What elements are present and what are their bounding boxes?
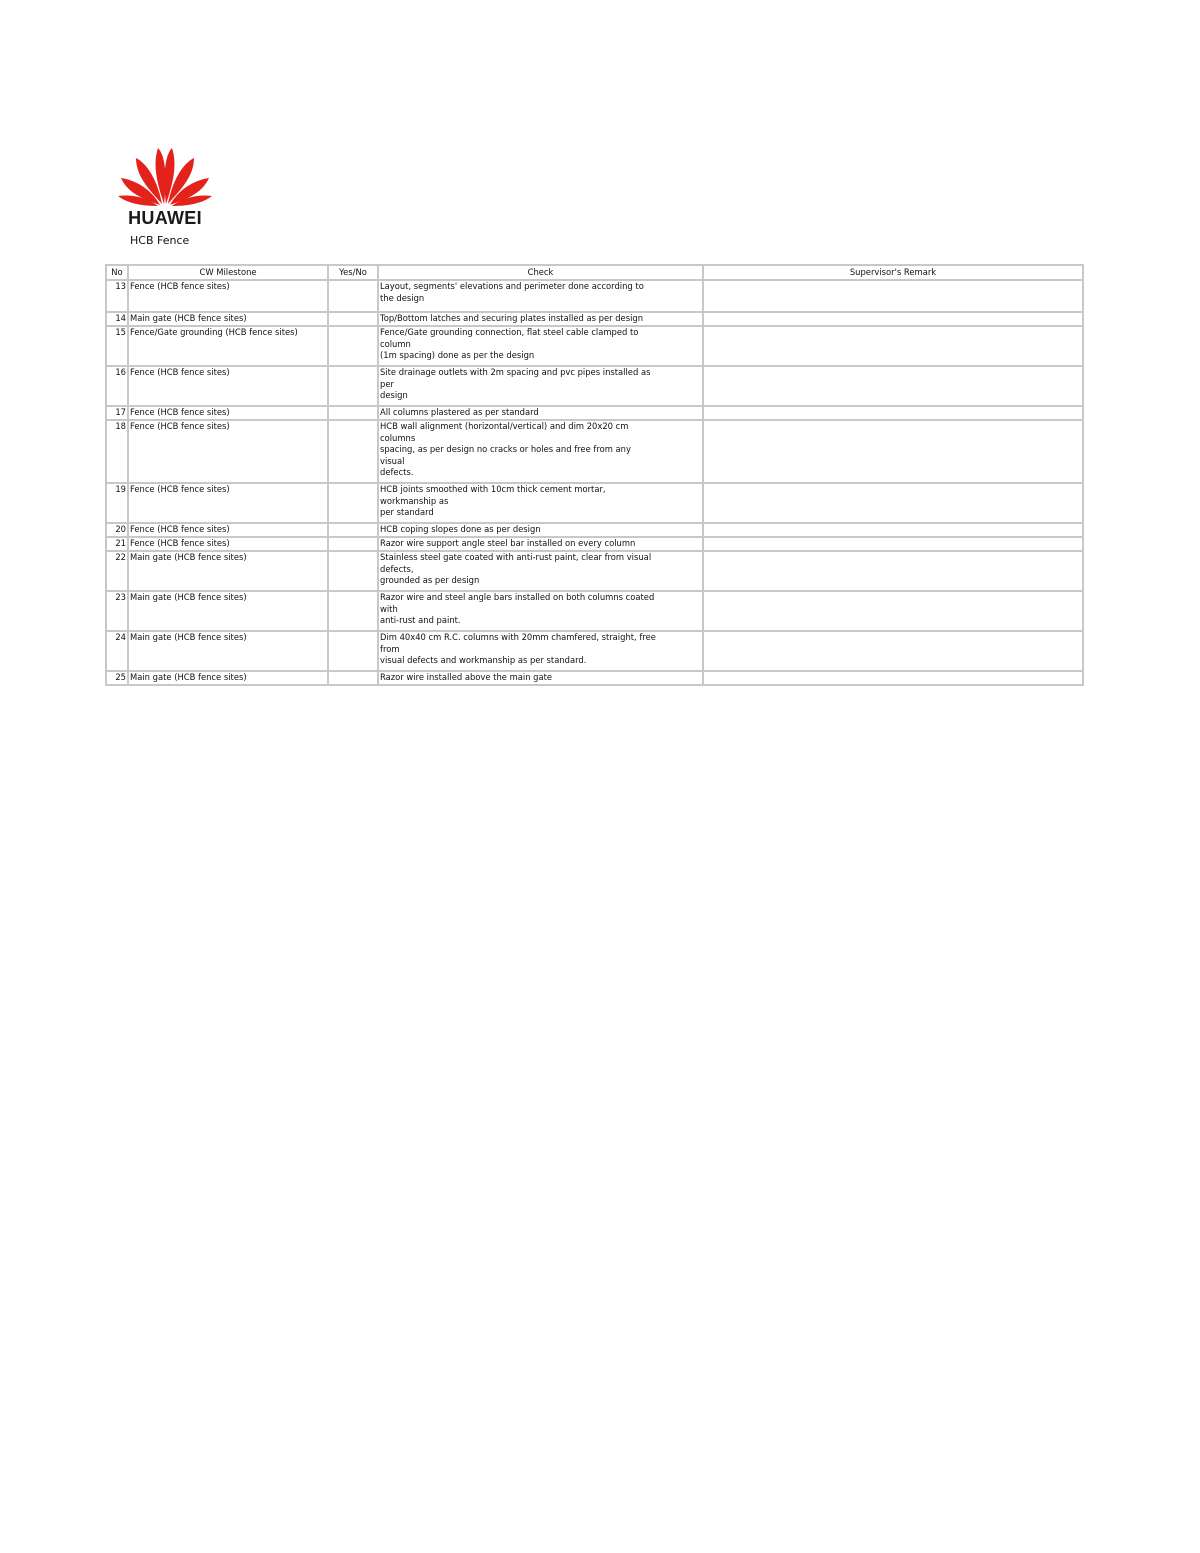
remark-cell[interactable] bbox=[703, 631, 1083, 671]
milestone-cell: Fence (HCB fence sites) bbox=[128, 483, 328, 523]
remark-cell[interactable] bbox=[703, 326, 1083, 366]
header-check: Check bbox=[378, 265, 703, 280]
row-number: 16 bbox=[106, 366, 128, 406]
row-number: 15 bbox=[106, 326, 128, 366]
check-cell: Razor wire installed above the main gate bbox=[378, 671, 703, 685]
header-milestone: CW Milestone bbox=[128, 265, 328, 280]
check-cell: Stainless steel gate coated with anti-rust paint, clear from visual defects, grounded as per design bbox=[378, 551, 703, 591]
huawei-petals-icon bbox=[118, 144, 212, 206]
row-number: 18 bbox=[106, 420, 128, 483]
row-number: 24 bbox=[106, 631, 128, 671]
yes-no-cell[interactable] bbox=[328, 483, 378, 523]
header-remark: Supervisor's Remark bbox=[703, 265, 1083, 280]
check-cell: Razor wire support angle steel bar installed on every column bbox=[378, 537, 703, 551]
yes-no-cell[interactable] bbox=[328, 631, 378, 671]
check-cell: Dim 40x40 cm R.C. columns with 20mm chamfered, straight, free from visual defects and workmanship as per standard. bbox=[378, 631, 703, 671]
row-number: 25 bbox=[106, 671, 128, 685]
milestone-cell: Fence (HCB fence sites) bbox=[128, 523, 328, 537]
check-cell: Razor wire and steel angle bars installed on both columns coated with anti-rust and paint. bbox=[378, 591, 703, 631]
check-cell: All columns plastered as per standard bbox=[378, 406, 703, 420]
row-number: 13 bbox=[106, 280, 128, 312]
remark-cell[interactable] bbox=[703, 420, 1083, 483]
table-row bbox=[106, 483, 1083, 523]
table-row bbox=[106, 523, 1083, 537]
table-row bbox=[106, 537, 1083, 551]
yes-no-cell[interactable] bbox=[328, 523, 378, 537]
remark-cell[interactable] bbox=[703, 312, 1083, 326]
sheet-title: HCB Fence bbox=[130, 234, 190, 247]
table-row bbox=[106, 631, 1083, 671]
yes-no-cell[interactable] bbox=[328, 312, 378, 326]
check-cell: Site drainage outlets with 2m spacing and pvc pipes installed as per design bbox=[378, 366, 703, 406]
remark-cell[interactable] bbox=[703, 406, 1083, 420]
table-row bbox=[106, 551, 1083, 591]
row-number: 17 bbox=[106, 406, 128, 420]
row-number: 14 bbox=[106, 312, 128, 326]
milestone-cell: Fence (HCB fence sites) bbox=[128, 420, 328, 483]
milestone-cell: Fence (HCB fence sites) bbox=[128, 280, 328, 312]
milestone-cell: Main gate (HCB fence sites) bbox=[128, 631, 328, 671]
remark-cell[interactable] bbox=[703, 280, 1083, 312]
table-row bbox=[106, 406, 1083, 420]
table-row bbox=[106, 671, 1083, 685]
yes-no-cell[interactable] bbox=[328, 537, 378, 551]
remark-cell[interactable] bbox=[703, 523, 1083, 537]
table-row bbox=[106, 591, 1083, 631]
huawei-logo bbox=[118, 144, 212, 228]
milestone-cell: Main gate (HCB fence sites) bbox=[128, 312, 328, 326]
yes-no-cell[interactable] bbox=[328, 366, 378, 406]
milestone-cell: Main gate (HCB fence sites) bbox=[128, 551, 328, 591]
yes-no-cell[interactable] bbox=[328, 671, 378, 685]
table-row bbox=[106, 280, 1083, 312]
milestone-cell: Fence (HCB fence sites) bbox=[128, 406, 328, 420]
yes-no-cell[interactable] bbox=[328, 280, 378, 312]
check-cell: HCB coping slopes done as per design bbox=[378, 523, 703, 537]
row-number: 23 bbox=[106, 591, 128, 631]
table-row bbox=[106, 420, 1083, 483]
table-row bbox=[106, 326, 1083, 366]
check-cell: Top/Bottom latches and securing plates installed as per design bbox=[378, 312, 703, 326]
row-number: 22 bbox=[106, 551, 128, 591]
remark-cell[interactable] bbox=[703, 591, 1083, 631]
yes-no-cell[interactable] bbox=[328, 406, 378, 420]
milestone-cell: Main gate (HCB fence sites) bbox=[128, 671, 328, 685]
header-no: No bbox=[106, 265, 128, 280]
milestone-cell: Main gate (HCB fence sites) bbox=[128, 591, 328, 631]
header-row bbox=[106, 265, 1083, 280]
row-number: 21 bbox=[106, 537, 128, 551]
check-cell: HCB joints smoothed with 10cm thick cement mortar, workmanship as per standard bbox=[378, 483, 703, 523]
check-cell: Fence/Gate grounding connection, flat steel cable clamped to column (1m spacing) done as per the design bbox=[378, 326, 703, 366]
row-number: 20 bbox=[106, 523, 128, 537]
yes-no-cell[interactable] bbox=[328, 551, 378, 591]
header-yes-no: Yes/No bbox=[328, 265, 378, 280]
yes-no-cell[interactable] bbox=[328, 420, 378, 483]
check-cell: Layout, segments' elevations and perimeter done according to the design bbox=[378, 280, 703, 312]
remark-cell[interactable] bbox=[703, 366, 1083, 406]
table-row bbox=[106, 312, 1083, 326]
huawei-wordmark: HUAWEI bbox=[128, 208, 202, 228]
milestone-cell: Fence (HCB fence sites) bbox=[128, 366, 328, 406]
milestone-cell: Fence/Gate grounding (HCB fence sites) bbox=[128, 326, 328, 366]
remark-cell[interactable] bbox=[703, 671, 1083, 685]
remark-cell[interactable] bbox=[703, 551, 1083, 591]
check-cell: HCB wall alignment (horizontal/vertical) and dim 20x20 cm columns spacing, as per design no cracks or holes and free from any visual defects. bbox=[378, 420, 703, 483]
yes-no-cell[interactable] bbox=[328, 326, 378, 366]
row-number: 19 bbox=[106, 483, 128, 523]
remark-cell[interactable] bbox=[703, 537, 1083, 551]
yes-no-cell[interactable] bbox=[328, 591, 378, 631]
checklist-table bbox=[105, 264, 1084, 686]
milestone-cell: Fence (HCB fence sites) bbox=[128, 537, 328, 551]
remark-cell[interactable] bbox=[703, 483, 1083, 523]
table-row bbox=[106, 366, 1083, 406]
